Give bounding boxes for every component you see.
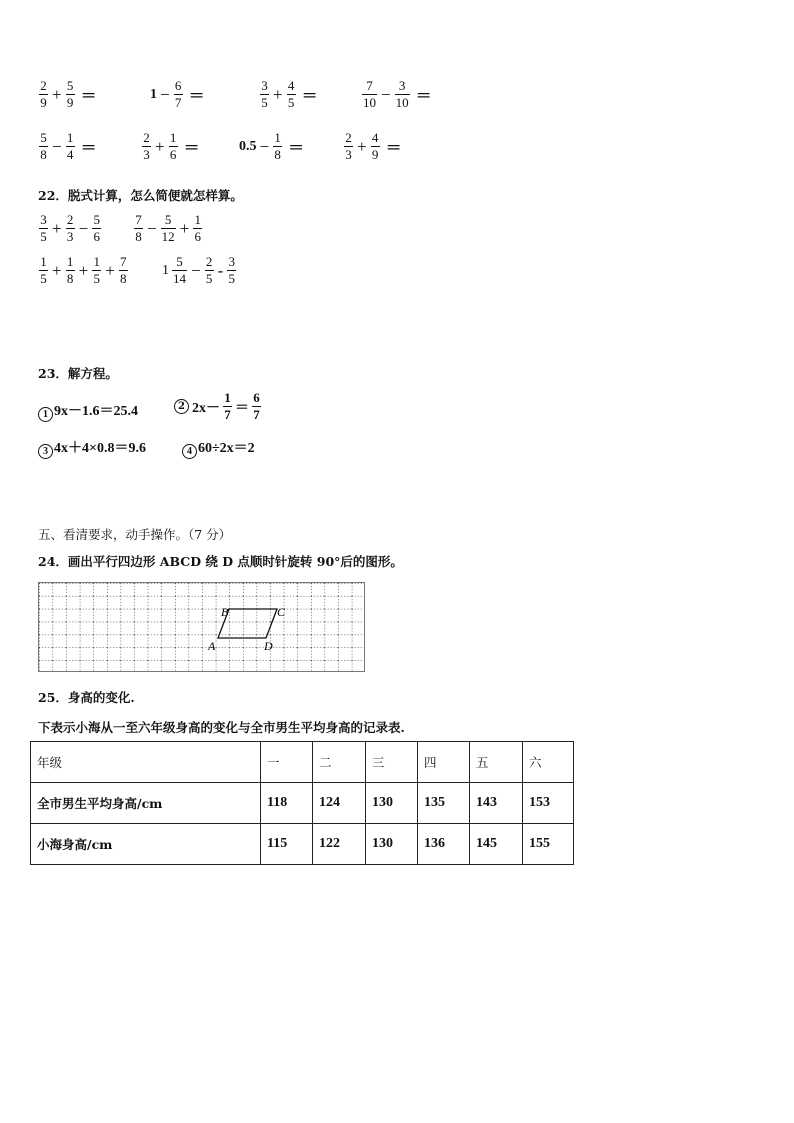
denominator: 5 bbox=[93, 271, 100, 286]
denominator: 9 bbox=[40, 95, 47, 110]
numerator: 5 bbox=[66, 78, 74, 93]
denominator: 10 bbox=[363, 95, 376, 110]
fraction bbox=[142, 130, 151, 163]
fraction bbox=[193, 212, 202, 245]
numerator: 1 bbox=[169, 130, 177, 145]
fraction bbox=[371, 130, 380, 163]
grid-svg bbox=[39, 583, 365, 672]
denominator: 8 bbox=[66, 271, 74, 286]
operator: + bbox=[155, 136, 165, 156]
equation-2 bbox=[174, 390, 262, 423]
q22-title: 22．脱式计算，怎么简便就怎样算。 bbox=[38, 188, 243, 203]
table-header-cell: 二 bbox=[313, 742, 366, 783]
whole-number: 1 bbox=[150, 86, 157, 102]
numerator: 7 bbox=[366, 78, 373, 93]
denominator: 5 bbox=[40, 229, 47, 244]
fraction bbox=[252, 390, 261, 423]
fraction bbox=[395, 78, 410, 111]
numerator: 5 bbox=[164, 212, 172, 227]
numerator: 3 bbox=[228, 254, 236, 269]
numerator: 1 bbox=[274, 130, 281, 145]
table-header-cell: 六 bbox=[523, 742, 574, 783]
fraction bbox=[172, 254, 187, 287]
fraction bbox=[169, 130, 178, 163]
denominator: 8 bbox=[135, 229, 142, 244]
denominator: 9 bbox=[371, 147, 379, 162]
grid-figure bbox=[38, 582, 365, 672]
section-5-title: 五、看清要求，动手操作。（7 分） bbox=[38, 527, 232, 542]
operator: + bbox=[179, 218, 190, 238]
fraction bbox=[39, 130, 48, 163]
equation-text: 2x－ bbox=[192, 400, 220, 416]
denominator: 8 bbox=[40, 147, 47, 162]
q22-expression-2 bbox=[133, 212, 203, 245]
calc-1-4 bbox=[361, 78, 432, 111]
fraction bbox=[39, 212, 48, 245]
denominator: 4 bbox=[66, 147, 74, 162]
fraction bbox=[66, 254, 75, 287]
denominator: 10 bbox=[395, 95, 409, 110]
numerator: 1 bbox=[224, 390, 231, 405]
height-table bbox=[30, 741, 574, 865]
circled-number-2: 2 bbox=[174, 399, 189, 414]
numerator: 7 bbox=[120, 254, 127, 269]
equals-sign: ＝ bbox=[80, 88, 97, 105]
calc-2-3 bbox=[239, 130, 304, 163]
q22-expression-4 bbox=[162, 254, 237, 287]
table-cell: 124 bbox=[313, 783, 366, 824]
operator: - bbox=[217, 260, 224, 280]
numerator: 2 bbox=[143, 130, 150, 145]
equals-sign: ＝ bbox=[80, 140, 97, 157]
denominator: 5 bbox=[228, 271, 236, 286]
fraction bbox=[362, 78, 377, 111]
operator: − bbox=[78, 218, 89, 238]
operator: − bbox=[160, 84, 170, 104]
numerator: 3 bbox=[40, 212, 47, 227]
calc-2-1 bbox=[38, 130, 97, 163]
numerator: 6 bbox=[174, 78, 182, 93]
vertex-label-b: B bbox=[221, 605, 229, 619]
equation-4 bbox=[182, 437, 255, 459]
denominator: 5 bbox=[40, 271, 47, 286]
numerator: 3 bbox=[261, 78, 268, 93]
equals-sign: ＝ bbox=[301, 88, 318, 105]
table-header-cell: 五 bbox=[470, 742, 523, 783]
numerator: 5 bbox=[93, 212, 100, 227]
numerator: 2 bbox=[66, 212, 74, 227]
table-header-cell: 年级 bbox=[31, 742, 261, 783]
numerator: 4 bbox=[287, 78, 295, 93]
table-cell: 130 bbox=[366, 783, 418, 824]
table-cell: 136 bbox=[418, 824, 470, 865]
equation-text: 60÷2x＝2 bbox=[198, 441, 255, 456]
denominator: 7 bbox=[174, 95, 182, 110]
denominator: 12 bbox=[161, 229, 175, 244]
table-header-cell: 四 bbox=[418, 742, 470, 783]
grid-lines bbox=[39, 583, 365, 672]
table-header-cell: 一 bbox=[261, 742, 313, 783]
table-cell: 155 bbox=[523, 824, 574, 865]
equation-text: 4x＋4×0.8＝9.6 bbox=[54, 441, 146, 456]
fraction bbox=[66, 130, 75, 163]
vertex-label-c: C bbox=[277, 605, 286, 619]
q25-intro: 下表示小海从一至六年级身高的变化与全市男生平均身高的记录表. bbox=[38, 720, 405, 735]
operator: + bbox=[52, 218, 62, 238]
numerator: 4 bbox=[371, 130, 379, 145]
circled-number-4: 4 bbox=[182, 444, 197, 459]
numerator: 7 bbox=[135, 212, 142, 227]
denominator: 6 bbox=[169, 147, 177, 162]
fraction bbox=[205, 254, 214, 287]
denominator: 9 bbox=[66, 95, 74, 110]
fraction bbox=[161, 212, 176, 245]
table-header-row bbox=[31, 742, 574, 783]
table-cell: 115 bbox=[261, 824, 313, 865]
table-cell: 143 bbox=[470, 783, 523, 824]
operator: − bbox=[147, 218, 157, 238]
numerator: 5 bbox=[40, 130, 47, 145]
denominator: 5 bbox=[287, 95, 295, 110]
denominator: 5 bbox=[205, 271, 213, 286]
operator: + bbox=[52, 84, 62, 104]
operator: + bbox=[105, 260, 115, 280]
denominator: 7 bbox=[224, 407, 231, 422]
equation-1 bbox=[38, 400, 138, 422]
fraction bbox=[39, 254, 48, 287]
numerator: 2 bbox=[345, 130, 352, 145]
calc-2-4 bbox=[343, 130, 402, 163]
calc-2-2 bbox=[141, 130, 200, 163]
operator: − bbox=[52, 136, 62, 156]
circled-number-1: 1 bbox=[38, 407, 53, 422]
table-header-cell: 三 bbox=[366, 742, 418, 783]
operator: − bbox=[191, 260, 201, 280]
denominator: 6 bbox=[93, 229, 100, 244]
fraction bbox=[287, 78, 296, 111]
numerator: 5 bbox=[176, 254, 183, 269]
fraction bbox=[39, 78, 48, 111]
q25-title: 25．身高的变化. bbox=[38, 690, 135, 705]
fraction bbox=[119, 254, 128, 287]
operator: − bbox=[381, 84, 391, 104]
denominator: 3 bbox=[143, 147, 150, 162]
equals-sign: ＝ bbox=[415, 88, 432, 105]
q24-title: 24．画出平行四边形 ABCD 绕 D 点顺时针旋转 90°后的图形。 bbox=[38, 554, 403, 569]
table-cell: 153 bbox=[523, 783, 574, 824]
fraction bbox=[66, 212, 75, 245]
mixed-number-whole: 1 bbox=[162, 262, 169, 278]
denominator: 5 bbox=[261, 95, 268, 110]
numerator: 1 bbox=[194, 212, 201, 227]
equals-sign: ＝ bbox=[288, 140, 305, 157]
fraction bbox=[260, 78, 269, 111]
denominator: 3 bbox=[66, 229, 74, 244]
equals-sign: ＝ bbox=[235, 400, 249, 416]
q22-expression-3 bbox=[38, 254, 129, 287]
denominator: 8 bbox=[120, 271, 127, 286]
fraction bbox=[273, 130, 282, 163]
row-label: 小海身高/cm bbox=[31, 824, 261, 865]
vertex-label-a: A bbox=[208, 639, 216, 653]
table-cell: 118 bbox=[261, 783, 313, 824]
circled-number-3: 3 bbox=[38, 444, 53, 459]
calc-1-3 bbox=[259, 78, 318, 111]
denominator: 3 bbox=[345, 147, 352, 162]
denominator: 8 bbox=[274, 147, 281, 162]
fraction bbox=[344, 130, 353, 163]
q23-title: 23．解方程。 bbox=[38, 366, 118, 381]
fraction bbox=[66, 78, 75, 111]
operator: − bbox=[259, 136, 270, 156]
denominator: 6 bbox=[194, 229, 201, 244]
equals-sign: ＝ bbox=[183, 140, 200, 157]
decimal-number: 0.5 bbox=[239, 138, 257, 154]
numerator: 1 bbox=[40, 254, 47, 269]
operator: + bbox=[78, 260, 89, 280]
fraction bbox=[227, 254, 236, 287]
numerator: 2 bbox=[40, 78, 47, 93]
q22-expression-1 bbox=[38, 212, 102, 245]
fraction bbox=[134, 212, 143, 245]
vertex-label-d: D bbox=[264, 639, 273, 653]
numerator: 1 bbox=[66, 254, 74, 269]
equals-sign: ＝ bbox=[385, 140, 402, 157]
equals-sign: ＝ bbox=[188, 88, 205, 105]
denominator: 7 bbox=[253, 407, 260, 422]
fraction bbox=[92, 212, 101, 245]
denominator: 14 bbox=[173, 271, 186, 286]
operator: + bbox=[52, 260, 62, 280]
table-row bbox=[31, 824, 574, 865]
fraction bbox=[223, 390, 232, 423]
numerator: 3 bbox=[398, 78, 406, 93]
calc-1-1 bbox=[38, 78, 97, 111]
table-cell: 130 bbox=[366, 824, 418, 865]
table-cell: 122 bbox=[313, 824, 366, 865]
fraction bbox=[92, 254, 101, 287]
numerator: 6 bbox=[253, 390, 260, 405]
equation-3 bbox=[38, 437, 146, 459]
equation-text: 9x－1.6＝25.4 bbox=[54, 404, 138, 419]
operator: + bbox=[357, 136, 367, 156]
numerator: 1 bbox=[93, 254, 100, 269]
numerator: 1 bbox=[66, 130, 74, 145]
table-cell: 135 bbox=[418, 783, 470, 824]
table-cell: 145 bbox=[470, 824, 523, 865]
operator: + bbox=[273, 84, 283, 104]
table-row bbox=[31, 783, 574, 824]
calc-1-2 bbox=[150, 78, 205, 111]
numerator: 2 bbox=[205, 254, 213, 269]
row-label: 全市男生平均身高/cm bbox=[31, 783, 261, 824]
fraction bbox=[174, 78, 183, 111]
